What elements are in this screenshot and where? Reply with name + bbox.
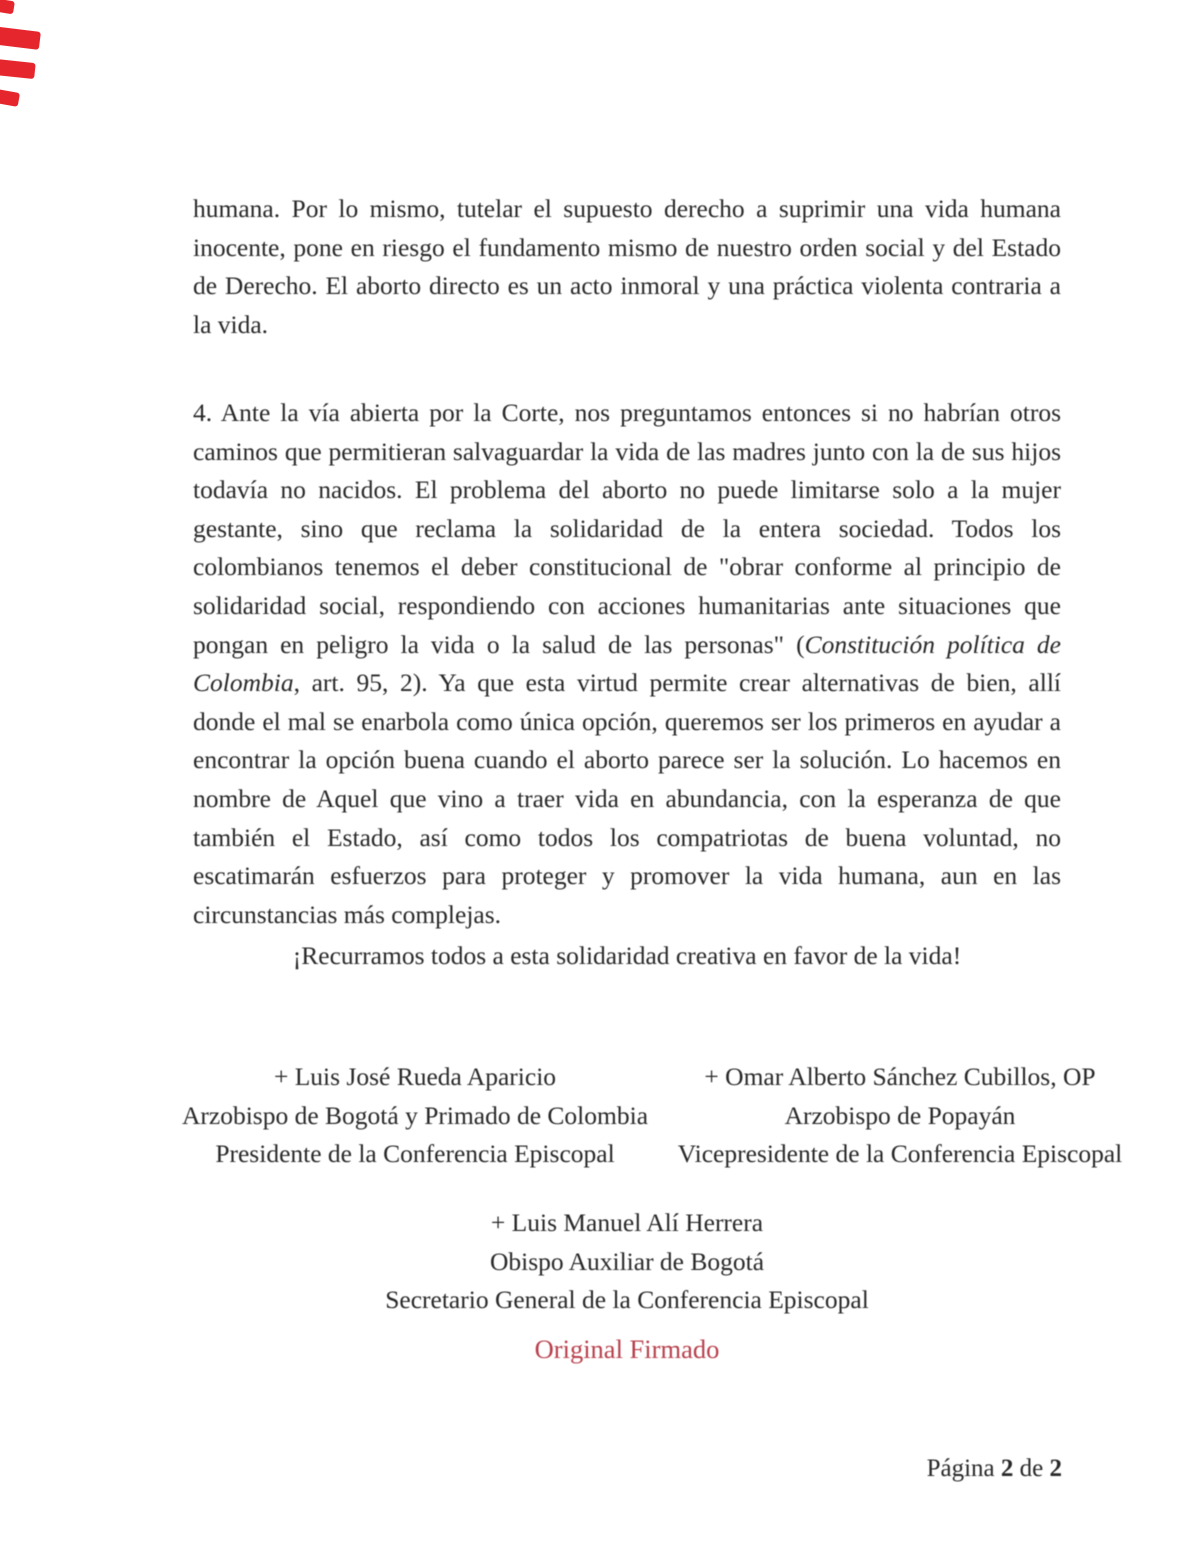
signature-vice-president-role-1: Arzobispo de Popayán [784, 1100, 1016, 1130]
red-pen-mark [0, 59, 36, 79]
body-paragraph-continuation: humana. Por lo mismo, tutelar el supuesto derecho a suprimir una vida humana inocente, pone en riesgo el fundamento mismo de nuestro orden social y del Estado de Derecho. El aborto directo es un acto inmoral y una práctica violenta contraria a la vida. [193, 194, 1061, 339]
red-pen-mark [0, 26, 41, 50]
red-pen-marks [0, 0, 60, 120]
body-paragraph-4 [193, 394, 1061, 934]
page-number-total: 2 [1049, 1455, 1062, 1482]
signature-secretary-name: + Luis Manuel Alí Herrera [490, 1208, 764, 1237]
signature-block-secretary [193, 1204, 1061, 1320]
paragraph-4-text-after-citation: , art. 95, 2). Ya que esta virtud permite crear alternativas de bien, allí donde el mal se enarbola como única opción, queremos ser los primeros en ayudar a encontrar la opción buena cuando el aborto parece ser la solución. Lo hacemos en nombre de Aquel que vino a traer vida en abundancia, con la esperanza de que también el Estado, así como todos los compatriotas de buena voluntad, no escatimarán esfuerzos para proteger y promover la vida humana, aun en las circunstancias más complejas. [193, 668, 1061, 929]
signature-president-role-1: Arzobispo de Bogotá y Primado de Colombia [181, 1100, 649, 1130]
signature-block-vice-president [660, 1058, 1140, 1174]
constitution-citation: Constitución política de Colombia [193, 629, 1062, 698]
signature-vice-president-name: + Omar Alberto Sánchez Cubillos, OP [704, 1062, 1096, 1091]
page-number-footer [927, 1452, 1062, 1486]
red-pen-mark [0, 89, 20, 107]
page-label: Página [926, 1455, 995, 1482]
red-pen-mark [0, 0, 15, 14]
original-signed-note: Original Firmado [534, 1334, 720, 1364]
signature-block-president [168, 1058, 662, 1174]
signature-vice-president-role-2: Vicepresidente de la Conferencia Episcopal [677, 1139, 1123, 1168]
page-separator: de [1019, 1455, 1044, 1482]
signature-secretary-role-2: Secretario General de la Conferencia Episcopal [385, 1285, 869, 1314]
signature-president-role-2: Presidente de la Conferencia Episcopal [215, 1139, 615, 1168]
signature-secretary-role-1: Obispo Auxiliar de Bogotá [489, 1246, 765, 1276]
paragraph-4-text-before-citation: 4. Ante la vía abierta por la Corte, nos preguntamos entonces si no habrían otros caminos que permitieran salvaguardar la vida de las madres junto con la de sus hijos todavía no nacidos. El problema del aborto no puede limitarse solo a la mujer gestante, sino que reclama la solidaridad de la entera sociedad. Todos los colombianos tenemos el deber constitucional de "obrar conforme al principio de solidaridad social, respondiendo con acciones humanitarias ante situaciones que pongan en peligro la vida o la salud de las personas" ( [193, 398, 1061, 659]
page-number-current: 2 [1000, 1455, 1014, 1482]
exclamation-line: ¡Recurramos todos a esta solidaridad creativa en favor de la vida! [292, 941, 962, 970]
signature-president-name: + Luis José Rueda Aparicio [273, 1062, 557, 1091]
